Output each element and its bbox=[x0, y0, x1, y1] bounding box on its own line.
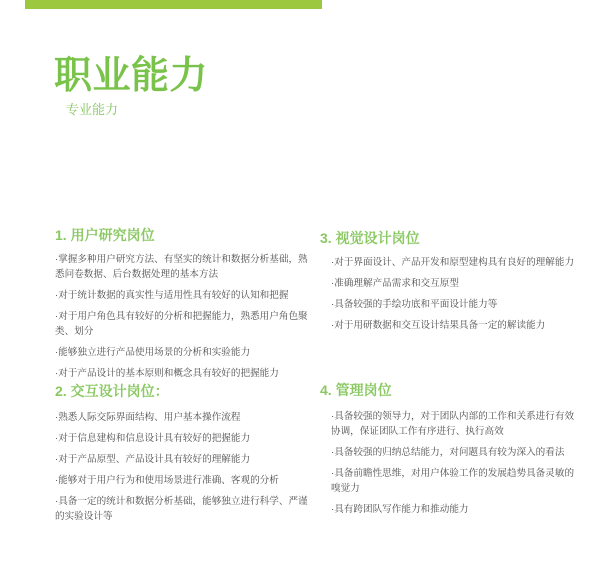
bullet-item: ·具备一定的统计和数据分析基础，能够独立进行科学、严谨的实验设计等 bbox=[55, 496, 308, 522]
bullet-item: ·对于用户角色具有较好的分析和把握能力，熟悉用户角色聚类、划分 bbox=[55, 311, 308, 337]
bullet-item: ·对于界面设计、产品开发和原型建构具有良好的理解能力 bbox=[331, 257, 575, 268]
section-heading: 1. 用户研究岗位 bbox=[55, 227, 155, 243]
bullet-item: ·掌握多种用户研究方法、有坚实的统计和数据分析基础，熟悉问卷数据、后台数据处理的基本方法 bbox=[55, 254, 308, 280]
page-subtitle: 专业能力 bbox=[66, 102, 119, 117]
section-heading: 2. 交互设计岗位： bbox=[55, 383, 169, 399]
section-management bbox=[320, 381, 581, 523]
bullet-item: ·具备较强的归纳总结能力，对问题具有较为深入的看法 bbox=[331, 447, 565, 458]
bullet-item: ·具备较强的领导力，对于团队内部的工作和关系进行有效协调，保证团队工作有序进行、执行高效 bbox=[331, 411, 575, 437]
bullet-item: ·对于统计数据的真实性与适用性具有较好的认知和把握 bbox=[55, 290, 289, 301]
section-user-research bbox=[55, 226, 313, 387]
bullet-item: ·具备前瞻性思维，对用户体验工作的发展趋势具备灵敏的嗅觉力 bbox=[331, 468, 575, 494]
bullet-item: ·熟悉人际交际界面结构、用户基本操作流程 bbox=[55, 412, 241, 423]
bullet-item: ·对于产品设计的基本原则和概念具有较好的把握能力 bbox=[55, 368, 279, 379]
section-visual-design bbox=[320, 229, 581, 339]
section-heading: 3. 视觉设计岗位 bbox=[320, 230, 420, 246]
top-accent-bar bbox=[25, 0, 322, 9]
bullet-item: ·具备较强的手绘功底和平面设计能力等 bbox=[331, 299, 498, 310]
bullet-item: ·对于产品原型、产品设计具有较好的理解能力 bbox=[55, 454, 251, 465]
bullet-item: ·准确理解产品需求和交互原型 bbox=[331, 278, 459, 289]
bullet-item: ·具有跨团队写作能力和推动能力 bbox=[331, 504, 469, 515]
page-title: 职业能力 bbox=[54, 55, 209, 97]
bullet-item: ·能够对于用户行为和使用场景进行准确、客观的分析 bbox=[55, 475, 279, 486]
section-interaction-design bbox=[55, 382, 313, 530]
bullet-item: ·对于用研数据和交互设计结果具备一定的解读能力 bbox=[331, 320, 546, 331]
bullet-item: ·能够独立进行产品使用场景的分析和实验能力 bbox=[55, 347, 251, 358]
section-heading: 4. 管理岗位 bbox=[320, 382, 392, 398]
bullet-item: ·对于信息建构和信息设计具有较好的把握能力 bbox=[55, 433, 251, 444]
